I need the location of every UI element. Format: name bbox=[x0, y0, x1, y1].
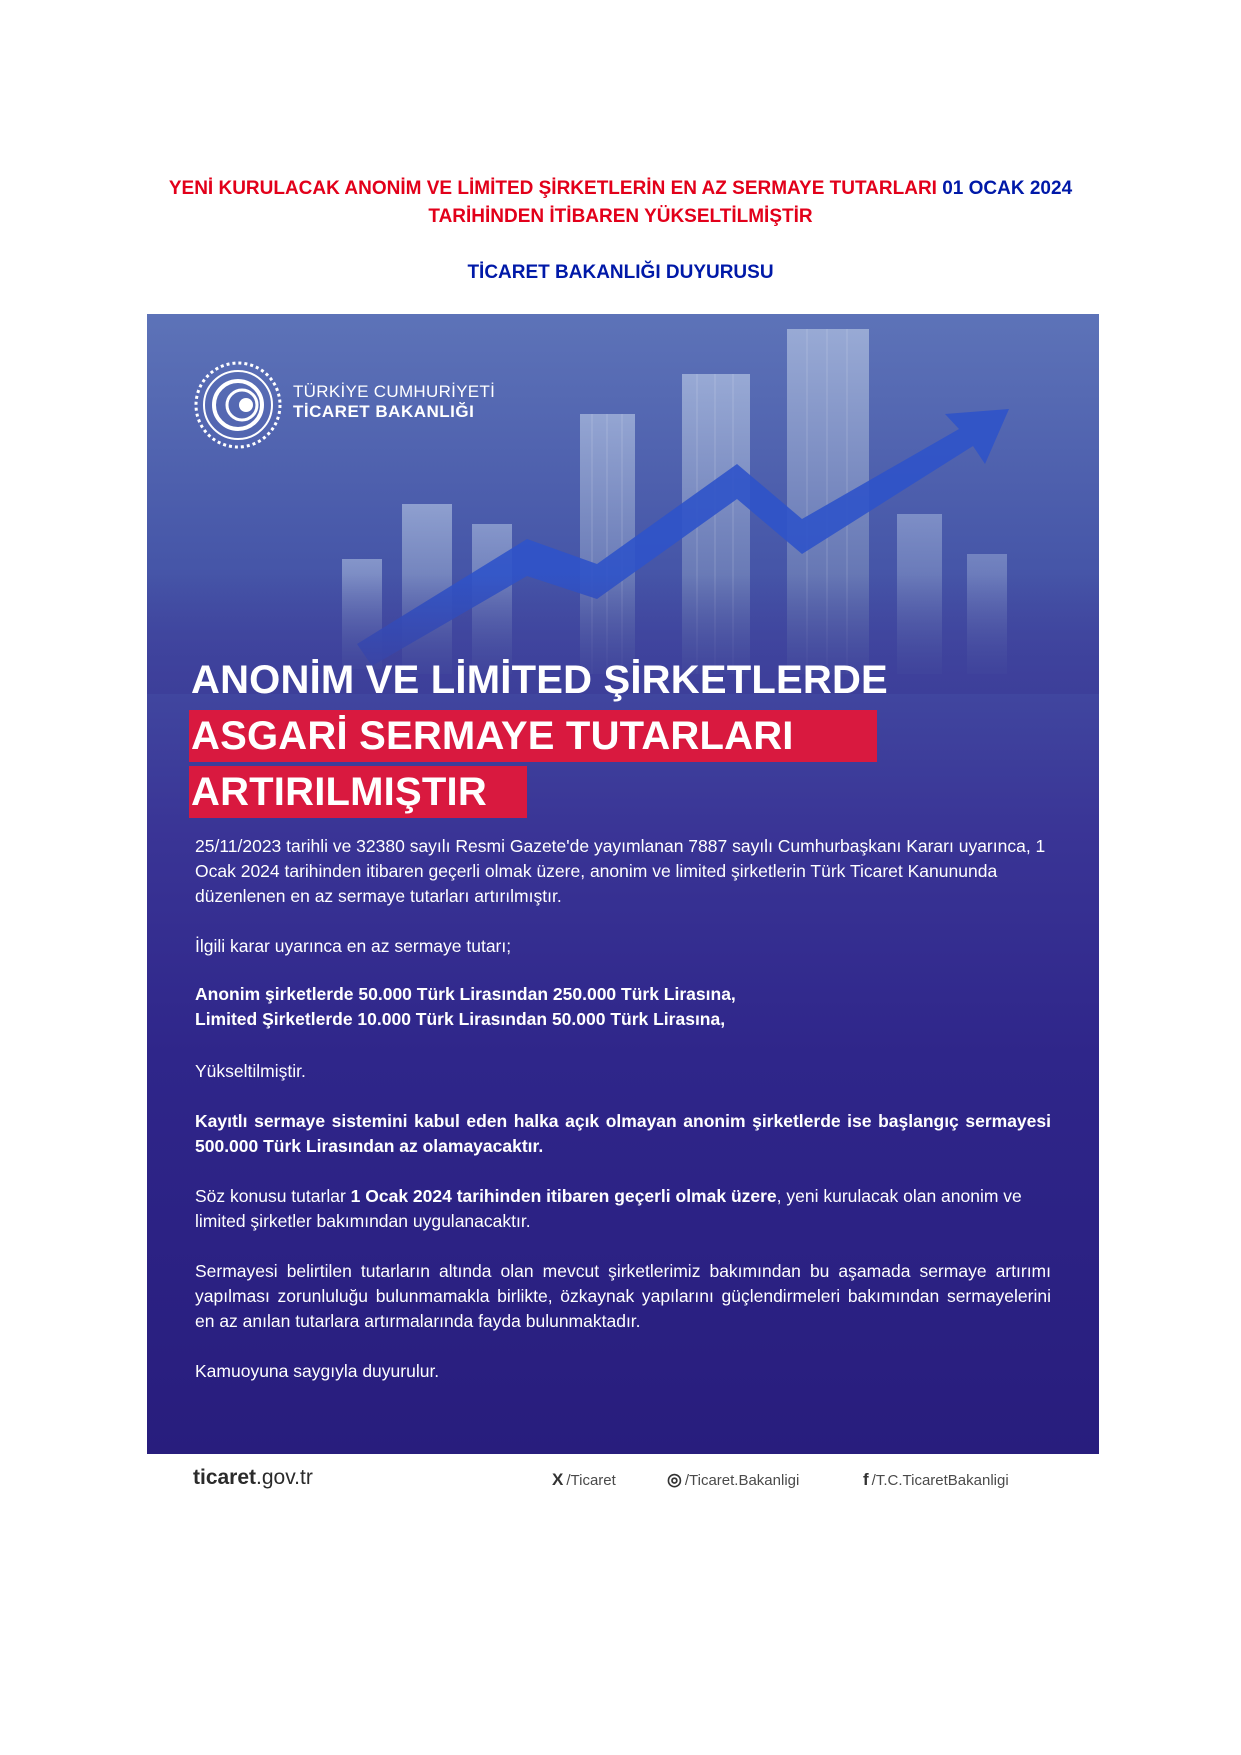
x-icon: X bbox=[552, 1470, 564, 1489]
poster-footer bbox=[147, 1458, 1099, 1500]
skyline-illustration bbox=[147, 314, 1099, 694]
facebook-icon: f bbox=[863, 1470, 869, 1489]
announcement-poster bbox=[147, 314, 1099, 1454]
paragraph-effective-date: Söz konusu tutarlar 1 Ocak 2024 tarihinden itibaren geçerli olmak üzere, yeni kurulacak olan anonim ve limited şirketler bakımından uygulanacaktır. bbox=[195, 1186, 1022, 1231]
document-title-line2: TARİHİNDEN İTİBAREN YÜKSELTİLMİŞTİR bbox=[428, 206, 813, 227]
website-link[interactable]: ticaret.gov.tr bbox=[193, 1466, 313, 1489]
effective-date-bold: 1 Ocak 2024 tarihinden itibaren geçerli olmak üzere bbox=[350, 1186, 777, 1206]
facebook-social-link[interactable]: f /T.C.TicaretBakanligi bbox=[863, 1470, 1009, 1489]
ministry-seal-icon bbox=[193, 360, 283, 450]
paragraph-amounts bbox=[195, 982, 1051, 1032]
title-red-part: YENİ KURULACAK ANONİM VE LİMİTED ŞİRKETLERİN EN AZ SERMAYE TUTARLARI bbox=[168, 178, 937, 199]
instagram-icon: ◎ bbox=[667, 1470, 682, 1489]
ministry-logo-text bbox=[293, 382, 495, 422]
title-date: 01 OCAK 2024 bbox=[942, 178, 1073, 199]
amount-limited: Limited Şirketlerde 10.000 Türk Lirasından 50.000 Türk Lirasına, bbox=[195, 1009, 726, 1029]
headline-line2: ASGARİ SERMAYE TUTARLARI bbox=[191, 714, 794, 758]
headline-line3: ARTIRILMIŞTIR bbox=[191, 770, 487, 814]
logo-line2: TİCARET BAKANLIĞI bbox=[293, 402, 475, 421]
paragraph-existing-companies: Sermayesi belirtilen tutarların altında olan mevcut şirketlerimiz bakımından bu aşamada sermaye artırımı yapılması zorunluluğu bulunmamakla birlikte, özkaynak yapılarını güçlendirmeleri bakımından sermayelerini en az anılan tutarlara artırmalarında fayda bulunmaktadır. bbox=[195, 1261, 1051, 1331]
document-title-line1 bbox=[0, 175, 1241, 203]
headline-line1: ANONİM VE LİMİTED ŞİRKETLERDE bbox=[191, 658, 888, 702]
logo-line1: TÜRKİYE CUMHURİYETİ bbox=[293, 382, 496, 401]
paragraph-closing: Kamuoyuna saygıyla duyurulur. bbox=[195, 1361, 440, 1381]
paragraph-intro: İlgili karar uyarınca en az sermaye tutarı; bbox=[195, 936, 512, 956]
amount-anonim: Anonim şirketlerde 50.000 Türk Lirasından 250.000 Türk Lirasına, bbox=[195, 984, 736, 1004]
document-subtitle: TİCARET BAKANLIĞI DUYURUSU bbox=[467, 262, 774, 283]
x-social-link[interactable]: X /Ticaret bbox=[552, 1470, 616, 1489]
paragraph-raised: Yükseltilmiştir. bbox=[195, 1061, 306, 1081]
paragraph-registered-capital: Kayıtlı sermaye sistemini kabul eden halka açık olmayan anonim şirketlerde ise başlangıç sermayesi 500.000 Türk Lirasından az olamayacaktır. bbox=[195, 1111, 1051, 1156]
instagram-social-link[interactable]: ◎ /Ticaret.Bakanligi bbox=[667, 1470, 800, 1489]
paragraph-decree: 25/11/2023 tarihli ve 32380 sayılı Resmi Gazete'de yayımlanan 7887 sayılı Cumhurbaşkanı Kararı uyarınca, 1 Ocak 2024 tarihinden itibaren geçerli olmak üzere, anonim ve limited şirketlerin Türk Ticaret Kanununda düzenlenen en az sermaye tutarları artırılmıştır. bbox=[195, 836, 1046, 906]
